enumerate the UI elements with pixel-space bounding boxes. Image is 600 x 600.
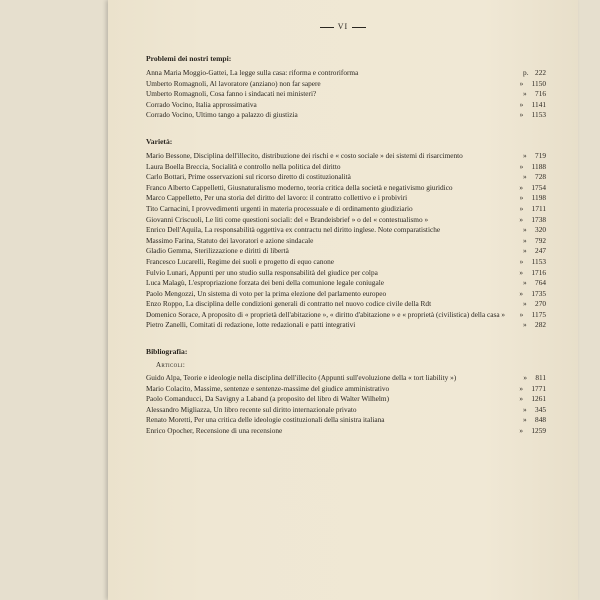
toc-entry xyxy=(146,68,546,77)
entry-page-ref xyxy=(512,89,546,98)
entry-text: Renato Moretti, Per una critica delle ideologie costituzionali della sinistra italiana xyxy=(146,415,385,425)
entry-page-ref xyxy=(512,257,546,266)
entry-page-number: 1198 xyxy=(531,193,546,203)
toc-entry xyxy=(146,151,546,160)
entry-text: Enrico Opocher, Recensione di una recensione xyxy=(146,426,283,436)
entry-text: Luca Malagù, L'espropriazione forzata dei beni della comunione legale coniugale xyxy=(146,278,384,288)
toc-entry xyxy=(146,225,546,234)
entry-text: Gladio Gemma, Sterilizzazione e diritti di libertà xyxy=(146,246,289,256)
entry-page-number: 1259 xyxy=(531,426,546,436)
entry-page-number: 1738 xyxy=(531,214,546,224)
entry-page-number: 1175 xyxy=(531,309,546,319)
toc-entry xyxy=(146,405,546,414)
entry-text: Pietro Zanelli, Comitati di redazione, lotte redazionali e patti integrativi xyxy=(146,320,356,330)
entry-page-mark: » xyxy=(519,193,524,203)
book-page xyxy=(108,0,578,600)
folio-rule-right xyxy=(352,27,366,28)
entry-page-mark: » xyxy=(523,225,527,235)
entry-page-mark: » xyxy=(519,161,524,171)
toc-entry xyxy=(146,215,546,224)
entry-page-ref xyxy=(512,415,546,424)
entry-page-number: 811 xyxy=(535,373,546,383)
entry-text: Umberto Romagnoli, Al lavoratore (anziano) non far sapere xyxy=(146,78,321,88)
page-folio xyxy=(108,22,578,31)
entry-page-number: 345 xyxy=(535,404,546,414)
toc-entry xyxy=(146,246,546,255)
toc-entry xyxy=(146,299,546,308)
toc-entry xyxy=(146,289,546,298)
entry-text: Mario Colacito, Massime, sentenze e sentenze-massime del giudice amministrativo xyxy=(146,383,390,393)
entry-text: Enrico Dell'Aquila, La responsabilità oggettiva ex contractu nel diritto inglese. Note comparatistiche xyxy=(146,225,441,235)
entry-text: Fulvio Lunari, Appunti per uno studio sulla responsabilità del giudice per colpa xyxy=(146,267,378,277)
entry-page-mark: » xyxy=(519,214,524,224)
section-title: Bibliografia: xyxy=(146,347,188,357)
entry-page-mark: » xyxy=(523,89,527,99)
entry-page-ref xyxy=(512,268,546,277)
entry-page-mark: » xyxy=(519,182,524,192)
entry-text: Franco Alberto Cappelletti, Giusnaturalismo moderno, teoria critica della società e negativismo giuridico xyxy=(146,182,453,192)
entry-text: Corrado Vocino, Italia approssimativa xyxy=(146,99,257,109)
toc-entry xyxy=(146,193,546,202)
entry-text: Massimo Farina, Statuto dei lavoratori e azione sindacale xyxy=(146,235,314,245)
entry-page-number: 1711 xyxy=(531,203,546,213)
toc-entry xyxy=(146,384,546,393)
entry-page-ref xyxy=(512,299,546,308)
entry-page-ref xyxy=(512,162,546,171)
entry-page-mark: » xyxy=(523,299,527,309)
entry-page-ref xyxy=(512,204,546,213)
entry-page-mark: » xyxy=(519,256,524,266)
entry-page-mark: » xyxy=(523,246,527,256)
entry-page-number: 1153 xyxy=(531,256,546,266)
entry-page-ref xyxy=(512,394,546,403)
entry-page-mark: » xyxy=(519,288,524,298)
entry-page-ref xyxy=(512,151,546,160)
entry-text: Mario Bessone, Disciplina dell'illecito, distribuzione dei rischi e « costo sociale » dei sistemi di risarcimento xyxy=(146,150,463,160)
entry-text: Marco Cappelletto, Per una storia del diritto del lavoro: il contratto collettivo e i probiviri xyxy=(146,193,408,203)
entry-page-number: 764 xyxy=(535,278,546,288)
entry-page-ref xyxy=(512,183,546,192)
entry-page-ref xyxy=(512,373,546,382)
entry-text: Domenico Sorace, A proposito di « proprietà dell'abitazione », « diritto d'abitazione » e « proprietà (civilistica) della casa » xyxy=(146,309,506,319)
entry-page-mark: » xyxy=(519,203,524,213)
toc-entry xyxy=(146,257,546,266)
entry-page-mark: » xyxy=(523,235,527,245)
entry-page-ref xyxy=(512,79,546,88)
toc-entry xyxy=(146,268,546,277)
entry-page-number: 282 xyxy=(535,320,546,330)
entry-page-number: 1771 xyxy=(531,383,546,393)
folio-rule-left xyxy=(320,27,334,28)
entry-page-ref xyxy=(512,193,546,202)
toc-entry xyxy=(146,204,546,213)
entry-text: Paolo Comanducci, Da Savigny a Laband (a proposito del libro di Walter Wilhelm) xyxy=(146,394,390,404)
entry-page-mark: » xyxy=(523,404,527,414)
toc-entry xyxy=(146,320,546,329)
entry-page-mark: » xyxy=(519,394,524,404)
entry-page-mark: » xyxy=(523,415,527,425)
entry-page-number: 320 xyxy=(535,225,546,235)
entry-page-number: 792 xyxy=(535,235,546,245)
entry-page-number: 1754 xyxy=(531,182,546,192)
entry-page-mark: » xyxy=(519,110,524,120)
entry-page-ref xyxy=(512,246,546,255)
entry-page-ref xyxy=(512,384,546,393)
entry-text: Umberto Romagnoli, Cosa fanno i sindacati nei ministeri? xyxy=(146,89,317,99)
entry-page-number: 1716 xyxy=(531,267,546,277)
entry-text: Enzo Roppo, La disciplina delle condizioni generali di contratto nel nuovo codice civile della Rdt xyxy=(146,299,432,309)
entry-page-ref xyxy=(512,310,546,319)
toc-entry xyxy=(146,162,546,171)
toc-entry xyxy=(146,172,546,181)
folio-number: VI xyxy=(337,22,349,31)
entry-page-mark: p. xyxy=(523,68,529,77)
entry-page-ref xyxy=(512,426,546,435)
entry-text: Carlo Bottari, Prime osservazioni sul ricorso diretto di costituzionalità xyxy=(146,172,351,182)
toc-entry xyxy=(146,278,546,287)
entry-text: Laura Boella Breccia, Socialità e controllo nella politica del diritto xyxy=(146,161,341,171)
section-spacer xyxy=(146,331,546,343)
entry-page-number: 1141 xyxy=(531,99,546,109)
entry-page-ref xyxy=(512,110,546,119)
entry-page-mark: » xyxy=(519,78,524,88)
toc-entry xyxy=(146,110,546,119)
table-of-contents xyxy=(146,50,546,437)
entry-text: Tito Carnacini, I provvedimenti urgenti in materia processuale e di ordinamento giudiziario xyxy=(146,203,413,213)
entry-page-mark: » xyxy=(523,172,527,182)
entry-page-ref xyxy=(512,278,546,287)
entry-page-ref xyxy=(512,100,546,109)
entry-page-mark: » xyxy=(523,278,527,288)
entry-page-ref xyxy=(512,289,546,298)
entry-page-number: 716 xyxy=(535,89,546,99)
entry-page-number: 1153 xyxy=(531,110,546,120)
entry-page-ref xyxy=(512,320,546,329)
entry-page-number: 848 xyxy=(535,415,546,425)
entry-page-number: 1261 xyxy=(531,394,546,404)
section-spacer xyxy=(146,121,546,133)
entry-page-ref xyxy=(512,225,546,234)
entry-page-mark: » xyxy=(519,383,524,393)
entry-text: Alessandro Migliazza, Un libro recente sul diritto internazionale privato xyxy=(146,404,357,414)
entry-page-ref xyxy=(512,68,546,77)
entry-text: Paolo Mengozzi, Un sistema di voto per la prima elezione del parlamento europeo xyxy=(146,288,387,298)
toc-entry xyxy=(146,310,546,319)
entry-page-number: 719 xyxy=(535,150,546,160)
entry-page-mark: » xyxy=(523,150,527,160)
toc-entry xyxy=(146,100,546,109)
entry-page-ref xyxy=(512,172,546,181)
entry-page-mark: » xyxy=(519,426,524,436)
entry-page-number: 1188 xyxy=(531,161,546,171)
toc-entry xyxy=(146,415,546,424)
entry-page-number: 222 xyxy=(535,68,546,77)
entry-page-ref xyxy=(512,405,546,414)
entry-page-number: 1150 xyxy=(531,78,546,88)
toc-entry xyxy=(146,373,546,382)
toc-entry xyxy=(146,426,546,435)
entry-text: Giovanni Criscuoli, Le liti come questioni sociali: del « Brandeisbrief » o del « contestualismo » xyxy=(146,214,429,224)
entry-text: Corrado Vocino, Ultimo tango a palazzo di giustizia xyxy=(146,110,298,120)
entry-page-ref xyxy=(512,215,546,224)
entry-page-mark: » xyxy=(519,309,524,319)
section-title: Problemi dei nostri tempi: xyxy=(146,54,232,63)
entry-page-mark: » xyxy=(523,320,527,330)
section-subtitle: Articoli: xyxy=(156,361,186,370)
toc-entry xyxy=(146,183,546,192)
entry-page-number: 247 xyxy=(535,246,546,256)
toc-entry xyxy=(146,236,546,245)
entry-page-mark: » xyxy=(519,99,524,109)
entry-text: Anna Maria Moggio-Gattei, La legge sulla casa: riforma e controriforma xyxy=(146,68,359,77)
entry-page-number: 728 xyxy=(535,172,546,182)
entry-page-number: 270 xyxy=(535,299,546,309)
entry-page-number: 1735 xyxy=(531,288,546,298)
entry-page-ref xyxy=(512,236,546,245)
entry-page-mark: » xyxy=(523,373,527,383)
toc-entry xyxy=(146,79,546,88)
section-title: Varietà: xyxy=(146,136,173,146)
toc-entry xyxy=(146,394,546,403)
entry-text: Francesco Lucarelli, Regime dei suoli e progetto di equo canone xyxy=(146,256,335,266)
toc-entry xyxy=(146,89,546,98)
entry-text: Guido Alpa, Teorie e ideologie nella disciplina dell'illecito (Appunti sull'evoluzione della « tort liability ») xyxy=(146,373,457,383)
entry-page-mark: » xyxy=(519,267,524,277)
